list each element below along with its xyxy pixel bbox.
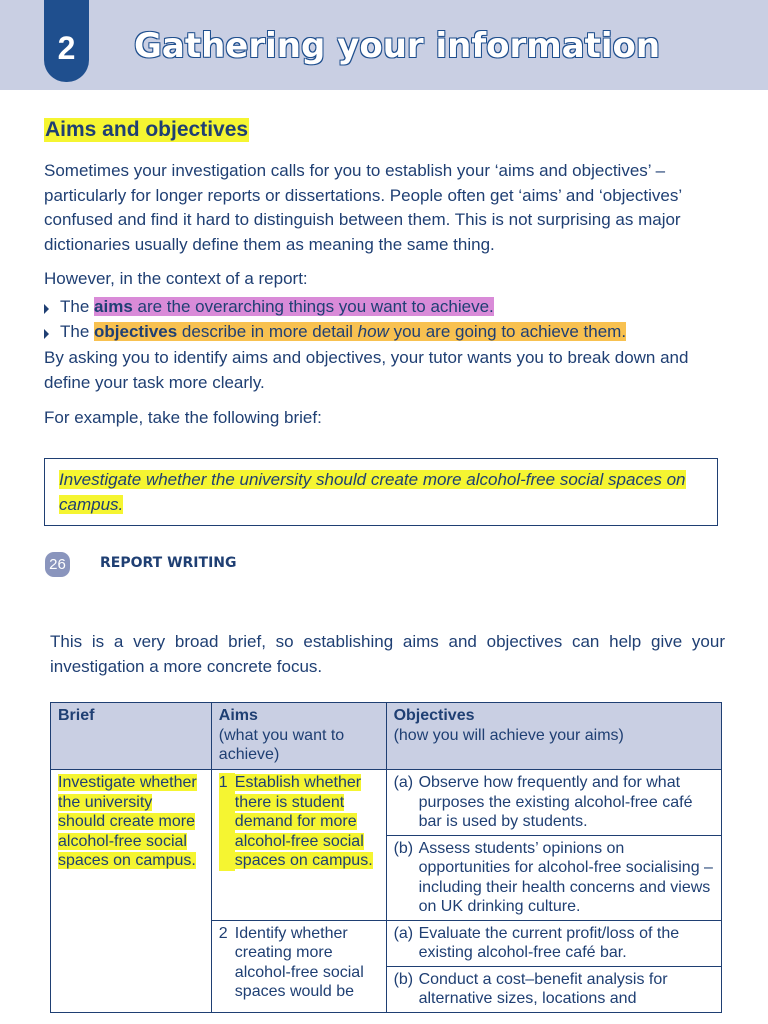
aims-definition <box>44 295 724 320</box>
page2-intro: This is a very broad brief, so establishing aims and objectives can help give your investigation a more concrete focus. <box>50 632 725 676</box>
bullet2-pre: The <box>60 321 95 341</box>
objective-2a <box>394 924 714 963</box>
objective-2a-text: Evaluate the current profit/loss of the existing alcohol-free café bar. <box>418 924 680 961</box>
objective-1b-text: Assess students’ opinions on opportunities for alcohol-free socialising – including their health concerns and views on UK drinking culture. <box>418 839 713 915</box>
objective-cell <box>386 966 721 1012</box>
table-header-row <box>51 703 722 770</box>
header-aims <box>211 703 386 770</box>
aims-objectives-table <box>50 702 722 1013</box>
bullet1-pre: The <box>60 297 95 316</box>
bullet2-post: you are going to achieve them. <box>388 321 627 341</box>
header-brief <box>51 703 212 770</box>
objectives-term: objectives <box>94 321 178 341</box>
aim2-number: 2 <box>218 924 228 942</box>
aim1-item <box>219 773 379 871</box>
context-paragraph: However, in the context of a report: <box>44 269 308 288</box>
aim1-text: Establish whether there is student demand for more alcohol-free social spaces on campus. <box>234 774 373 869</box>
page-number-badge: 26 <box>45 552 70 577</box>
header-aims-sub: (what you want to achieve) <box>218 726 345 763</box>
header-objectives-label: Objectives <box>393 707 475 724</box>
objective-1b <box>394 839 714 917</box>
tutor-paragraph: By asking you to identify aims and objectives, your tutor wants you to break down and define your task more clearly. <box>44 348 689 392</box>
bullet1-post: are the overarching things you want to achieve. <box>132 297 494 316</box>
aim1-text-wrap <box>235 773 379 871</box>
objective-cell <box>386 920 721 966</box>
aim2-cell <box>211 920 386 1012</box>
intro-paragraph: Sometimes your investigation calls for you to establish your ‘aims and objectives’ – particularly for longer reports or dissertations. People often get ‘aims’ and ‘objectives’ confused and find it hard to distinguish between them. This is not surprising as major dictionaries usually define them as meaning the same thing. <box>44 161 682 254</box>
brief-box <box>44 458 718 526</box>
objective-2b-text: Conduct a cost–benefit analysis for alternative sizes, locations and <box>418 970 668 1007</box>
section-heading: Aims and objectives <box>45 118 249 141</box>
chapter-title: Gathering your information <box>134 26 661 66</box>
objective-1a-label: (a) <box>393 774 414 791</box>
header-brief-label: Brief <box>58 707 95 724</box>
aims-highlight <box>94 297 494 316</box>
bullet2-emphasis: how <box>357 321 389 341</box>
objective-cell <box>386 770 721 836</box>
header-objectives-sub: (how you will achieve your aims) <box>393 726 624 744</box>
aim2-item <box>219 924 379 1002</box>
chapter-number-tab: 2 <box>44 0 89 82</box>
aim2-text: Identify whether creating more alcohol-free social spaces would be <box>234 924 364 1000</box>
table-row <box>51 770 722 836</box>
brief-cell-text: Investigate whether the university should create more alcohol-free social spaces on campus. <box>58 774 197 869</box>
objective-cell <box>386 835 721 920</box>
objective-2a-label: (a) <box>393 924 414 942</box>
brief-highlight: Investigate whether the university should create more alcohol-free social spaces on campus. <box>59 470 686 514</box>
objective-2b <box>394 970 714 1009</box>
aims-term: aims <box>94 297 133 316</box>
objective-2b-label: (b) <box>393 970 414 988</box>
header-aims-label: Aims <box>218 707 258 724</box>
objective-1a-text: Observe how frequently and for what purposes the existing alcohol-free café bar is used by students. <box>418 774 693 830</box>
definition-list <box>44 295 724 344</box>
aim1-cell <box>211 770 386 921</box>
bullet2-mid: describe in more detail <box>177 321 358 341</box>
header-objectives <box>386 703 721 770</box>
aim1-number: 1 <box>219 773 235 871</box>
objectives-definition <box>44 320 724 345</box>
running-title: REPORT WRITING <box>100 555 237 571</box>
objective-1a <box>394 773 714 832</box>
brief-text <box>59 468 707 517</box>
objective-1b-label: (b) <box>393 839 414 857</box>
example-paragraph: For example, take the following brief: <box>44 408 322 427</box>
objectives-highlight <box>94 322 626 341</box>
brief-cell <box>51 770 212 1013</box>
